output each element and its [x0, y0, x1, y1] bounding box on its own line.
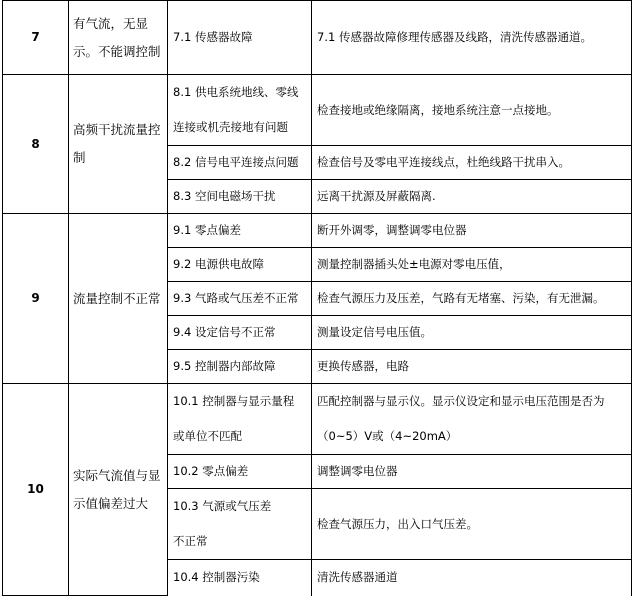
fault-line: 高频干扰流量控 [73, 122, 161, 137]
cause-cell [168, 282, 312, 316]
fault-line: 有气流，无显 [73, 15, 149, 31]
fix-line: 匹配控制器与显示仪。显示仪设定和显示电压范围是否为 [317, 394, 605, 408]
cause-cell [168, 489, 312, 560]
fix-cell [312, 316, 632, 350]
fix-cell [312, 350, 632, 384]
cause-line: 9.4 设定信号不正常 [173, 325, 276, 339]
fix-cell [312, 560, 632, 596]
fix-cell [312, 489, 632, 560]
cause-cell [168, 75, 312, 146]
table-row [3, 1, 632, 75]
fix-line: 更换传感器，电路 [317, 359, 409, 373]
cause-cell [168, 248, 312, 282]
table-row [3, 214, 632, 248]
cause-line: 9.5 控制器内部故障 [173, 359, 276, 373]
fix-cell [312, 75, 632, 146]
fault-line: 制 [73, 150, 86, 165]
cause-cell [168, 1, 312, 75]
cause-cell [168, 384, 312, 455]
fix-cell [312, 146, 632, 180]
fault-line: 实际气流值与显 [73, 467, 161, 483]
fault-description [69, 214, 168, 384]
cause-line: 10.4 控制器污染 [173, 570, 260, 585]
cause-cell [168, 214, 312, 248]
cause-cell [168, 146, 312, 180]
cause-line: 9.1 零点偏差 [173, 223, 241, 237]
table-row [3, 384, 632, 455]
table-row [3, 75, 632, 146]
row-number: 10 [3, 384, 69, 596]
cause-line: 10.2 零点偏差 [173, 464, 249, 478]
cause-cell [168, 455, 312, 489]
fix-cell [312, 248, 632, 282]
fix-cell [312, 384, 632, 455]
fix-line: 断开外调零，调整调零电位器 [317, 223, 467, 237]
cause-line: 7.1 传感器故障 [173, 30, 253, 44]
fix-line: 调整调零电位器 [317, 464, 398, 478]
fix-line: 检查气源压力及压差，气路有无堵塞、污染，有无泄漏。 [317, 291, 605, 305]
cause-cell [168, 350, 312, 384]
fix-line: 7.1 传感器故障修理传感器及线路，清洗传感器通道。 [317, 30, 592, 44]
cause-line: 连接或机壳接地有问题 [173, 120, 288, 134]
fix-line: （0~5）V或（4~20mA） [317, 429, 458, 443]
fault-description [69, 384, 168, 596]
cause-line: 10.3 气源或气压差 [173, 499, 272, 513]
cause-line: 10.1 控制器与显示量程 [173, 394, 295, 408]
fix-line: 清洗传感器通道 [317, 570, 398, 585]
cause-line: 9.2 电源供电故障 [173, 257, 264, 271]
fault-description [69, 1, 168, 75]
cause-line: 不正常 [173, 534, 208, 548]
fix-line: 测量控制器插头处±电源对零电压值， [317, 257, 511, 271]
fix-cell [312, 180, 632, 214]
cause-line: 8.3 空间电磁场干扰 [173, 189, 276, 203]
fix-cell [312, 455, 632, 489]
fix-line: 检查信号及零电平连接线点，杜绝线路干扰串入。 [317, 155, 570, 169]
row-number: 8 [3, 75, 69, 214]
cause-cell [168, 316, 312, 350]
fault-description [69, 75, 168, 214]
fix-cell [312, 1, 632, 75]
cause-line: 或单位不匹配 [173, 429, 242, 443]
fault-line: 示。不能调控制 [73, 43, 161, 59]
cause-line: 8.2 信号电平连接点问题 [173, 155, 299, 169]
fix-cell [312, 282, 632, 316]
troubleshooting-table [2, 0, 632, 596]
cause-cell [168, 560, 312, 596]
fix-cell [312, 214, 632, 248]
fault-line: 流量控制不正常 [73, 290, 161, 306]
row-number: 9 [3, 214, 69, 384]
cause-line: 8.1 供电系统地线、零线 [173, 85, 299, 99]
fix-line: 检查气源压力，出入口气压差。 [317, 516, 478, 531]
cause-line: 9.3 气路或气压差不正常 [173, 291, 299, 305]
fix-line: 测量设定信号电压值。 [317, 325, 432, 339]
fault-line: 示值偏差过大 [73, 495, 149, 511]
fix-line: 检查接地或绝缘隔离，接地系统注意一点接地。 [317, 102, 559, 117]
fix-line: 远离干扰源及屏蔽隔离. [317, 189, 436, 203]
row-number: 7 [3, 1, 69, 75]
cause-cell [168, 180, 312, 214]
